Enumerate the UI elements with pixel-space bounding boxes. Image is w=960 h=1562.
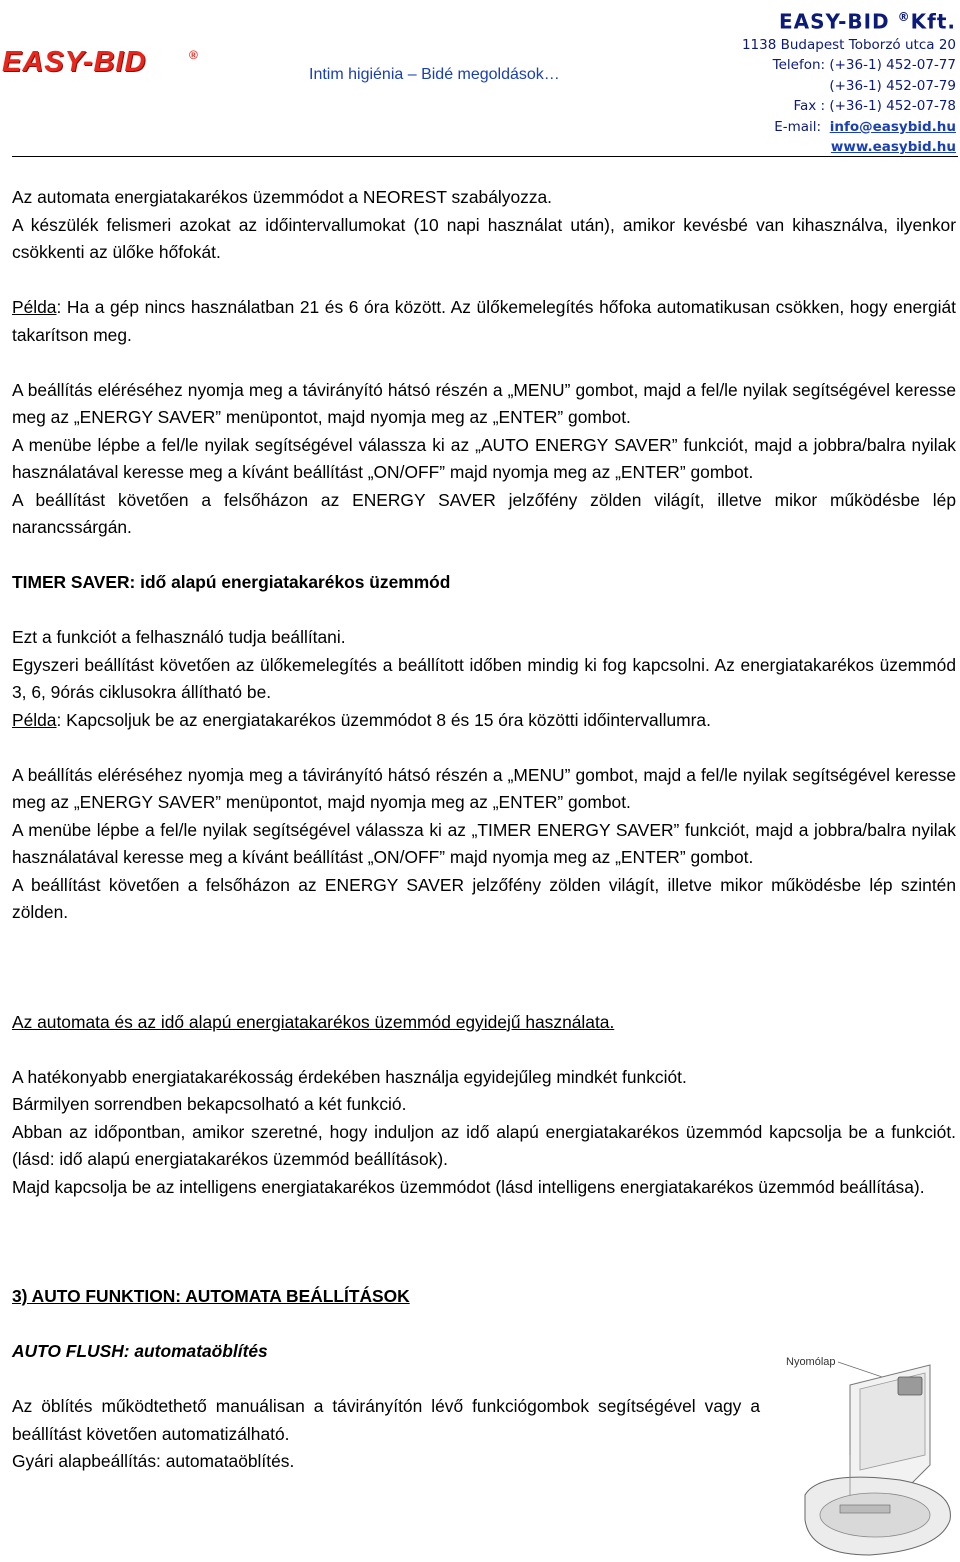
website-link[interactable]: www.easybid.hu [830, 139, 956, 156]
header-divider [12, 156, 958, 157]
company-name: EASY-BID ®Kft. [778, 9, 956, 34]
logo-registered-mark: ® [189, 48, 198, 62]
registered-mark: ® [897, 10, 911, 24]
example-text: : Ha a gép nincs használatban 21 és 6 óra között. Az ülőkemelegítés hőfoka automatikusan csökken, hogy energiát takarítson meg. [12, 297, 956, 345]
company-logo: EASY-BID [2, 46, 147, 78]
paragraph: Gyári alapbeállítás: automataöblítés. [12, 1451, 295, 1471]
section-heading-combined: Az automata és az idő alapú energiatakarékos üzemmód egyidejű használata. [12, 1011, 615, 1032]
example-paragraph [12, 707, 956, 735]
website-line [742, 137, 956, 158]
phone-1: Telefon: (+36-1) 452-07-77 [772, 57, 956, 74]
email-link[interactable]: info@easybid.hu [829, 118, 956, 135]
paragraph: Bármilyen sorrendben bekapcsolható a két funkció. [12, 1094, 407, 1114]
subheading-auto-flush: AUTO FLUSH: automataöblítés [12, 1341, 268, 1361]
email-label: E-mail: [774, 118, 822, 135]
phone-2: (+36-1) 452-07-79 [829, 77, 956, 94]
flush-plate-icon [898, 1377, 922, 1395]
paragraph: A menübe lépbe a fel/le nyilak segítségével válassza ki az „TIMER ENERGY SAVER” funkciót, majd a jobbra/balra nyilak használatával keresse meg a kívánt beállítást „ON/OFF” majd nyomja meg az „ENTER” gombot. [12, 819, 956, 867]
example-paragraph [12, 294, 956, 349]
paragraph: A menübe lépbe a fel/le nyilak segítségével válassza ki az „AUTO ENERGY SAVER” funkciót, majd a jobbra/balra nyilak használatával keresse meg a kívánt beállítást „ON/OFF” majd nyomja meg az „ENTER” gombot. [12, 434, 956, 482]
paragraph: A készülék felismeri azokat az időintervallumokat (10 napi használat után), amikor kevésbé van kihasználva, ilyenkor csökkenti az ülőke hőfokát. [12, 214, 956, 262]
contact-block [742, 4, 956, 158]
section-heading-auto-function: 3) AUTO FUNKTION: AUTOMATA BEÁLLÍTÁSOK [12, 1286, 410, 1306]
paragraph: A beállítás eléréséhez nyomja meg a távirányító hátsó részén a „MENU” gombot, majd a fel/le nyilak segítségével keresse meg az „ENERGY SAVER” menüpontot, majd nyomja meg az „ENTER” gombot. [12, 379, 956, 427]
company-suffix: Kft. [910, 9, 956, 34]
fax: Fax : (+36-1) 452-07-78 [793, 98, 956, 115]
email-line [742, 117, 956, 138]
document-body [12, 184, 956, 1476]
paragraph: Majd kapcsolja be az intelligens energiatakarékos üzemmódot (lásd intelligens energiatakarékos üzemmód beállítása). [12, 1176, 925, 1197]
illustration-label: Nyomólap [786, 1356, 836, 1368]
paragraph: Az automata energiatakarékos üzemmódot a NEOREST szabályozza. [12, 187, 553, 207]
section-heading-timer: TIMER SAVER: idő alapú energiatakarékos üzemmód [12, 572, 451, 592]
example-text: : Kapcsoljuk be az energiatakarékos üzemmódot 8 és 15 óra közötti időintervallumra. [56, 709, 711, 730]
address: 1138 Budapest Toborzó utca 20 [741, 36, 956, 53]
paragraph: A beállítás eléréséhez nyomja meg a távirányító hátsó részén a „MENU” gombot, majd a fel/le nyilak segítségével keresse meg az „ENERGY SAVER” menüpontot, majd nyomja meg az „ENTER” gombot. [12, 764, 956, 812]
seat-hinge [840, 1505, 890, 1513]
example-label: Példa [12, 709, 57, 730]
paragraph: A hatékonyabb energiatakarékosság érdekében használja egyidejűleg mindkét funkciót. [12, 1066, 687, 1087]
paragraph: A beállítást követően a felsőházon az ENERGY SAVER jelzőfény zölden világít, illetve mikor működésbe lép narancssárgán. [12, 489, 956, 537]
paragraph: Az öblítés működtethető manuálisan a távirányítón lévő funkciógombok segítségével vagy a beállítást követően automatizálható. [12, 1396, 760, 1444]
toilet-illustration [780, 1345, 960, 1562]
paragraph: Ezt a funkciót a felhasználó tudja beállítani. [12, 627, 346, 647]
page-header [0, 0, 960, 160]
paragraph: Egyszeri beállítást követően az ülőkemelegítés a beállított időben mindig ki fog kapcsolni. Az energiatakarékos üzemmód 3, 6, 9órás ciklusokra állítható be. [12, 654, 956, 702]
tagline: Intim higiénia – Bidé megoldások… [309, 66, 560, 83]
toilet-seat [820, 1493, 930, 1537]
paragraph: Abban az időpontban, amikor szeretné, hogy induljon az idő alapú energiatakarékos üzemmód kapcsolja be a funkciót. (lásd: idő alapú energiatakarékos üzemmód beállítások). [12, 1121, 956, 1169]
example-label: Példa [12, 297, 57, 317]
paragraph: A beállítást követően a felsőházon az ENERGY SAVER jelzőfény zölden világít, illetve mikor működésbe lép szintén zölden. [12, 874, 956, 922]
